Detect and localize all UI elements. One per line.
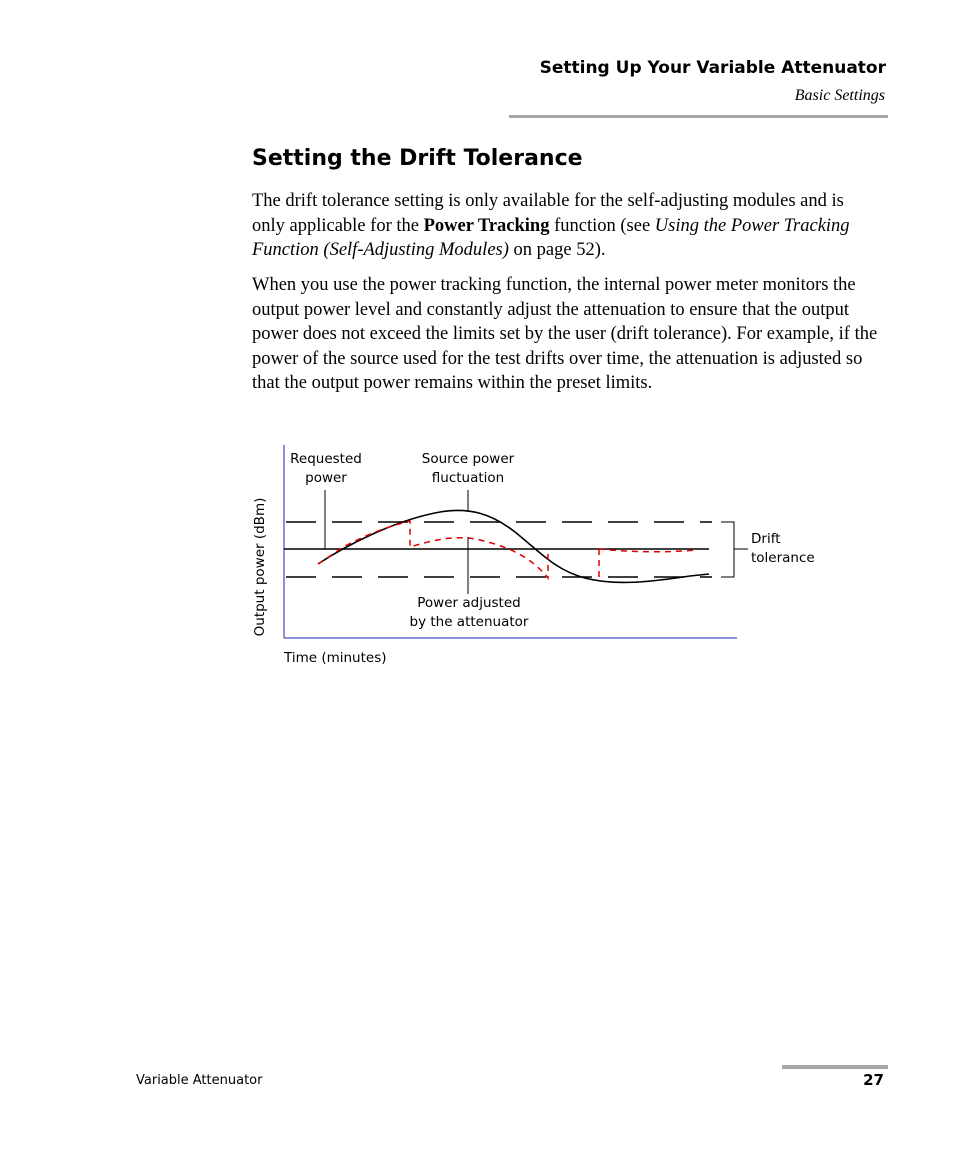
- drift-tolerance-bracket: [721, 522, 748, 577]
- label-adjusted-1: Power adjusted: [417, 595, 521, 611]
- y-axis-label: Output power (dBm): [252, 497, 268, 637]
- paragraph-power-tracking: When you use the power tracking function, the internal power meter monitors the output power level and constantly adjust the attenuation to ensure that the output power does not exceed the limits set by the user (drift tolerance). For example, if the power of the source used for the test drifts over time, the attenuation is adjusted so that the output power remains within the preset limits.: [252, 275, 878, 394]
- running-header-subtitle: Basic Settings: [794, 87, 885, 104]
- label-source-power-2: fluctuation: [431, 470, 505, 486]
- page-number: 27: [863, 1071, 884, 1089]
- label-source-power-1: Source power: [421, 451, 515, 467]
- paragraph-text: on page 52).: [508, 240, 606, 261]
- footer-document-title: Variable Attenuator: [136, 1073, 263, 1088]
- x-axis-label: Time (minutes): [284, 650, 387, 666]
- label-drift-1: Drift: [751, 531, 781, 547]
- cross-reference-link[interactable]: Using the Power Tracking Function (Self-Adjusting Modules): [252, 215, 850, 261]
- section-heading: Setting the Drift Tolerance: [252, 146, 583, 171]
- running-header-title: Setting Up Your Variable Attenuator: [539, 58, 886, 78]
- footer-rule: [782, 1065, 888, 1069]
- paragraph-text: The drift tolerance setting is only available for the self-adjusting modules and is only applicable for the: [252, 191, 844, 236]
- label-requested-power-1: Requested: [290, 451, 362, 467]
- label-drift-2: tolerance: [751, 550, 815, 566]
- label-requested-power-2: power: [305, 470, 347, 486]
- label-adjusted-2: by the attenuator: [409, 614, 529, 630]
- paragraph-text: function (see: [549, 215, 655, 236]
- power-tracking-term: Power Tracking: [423, 215, 550, 236]
- source-power-curve: [318, 510, 709, 582]
